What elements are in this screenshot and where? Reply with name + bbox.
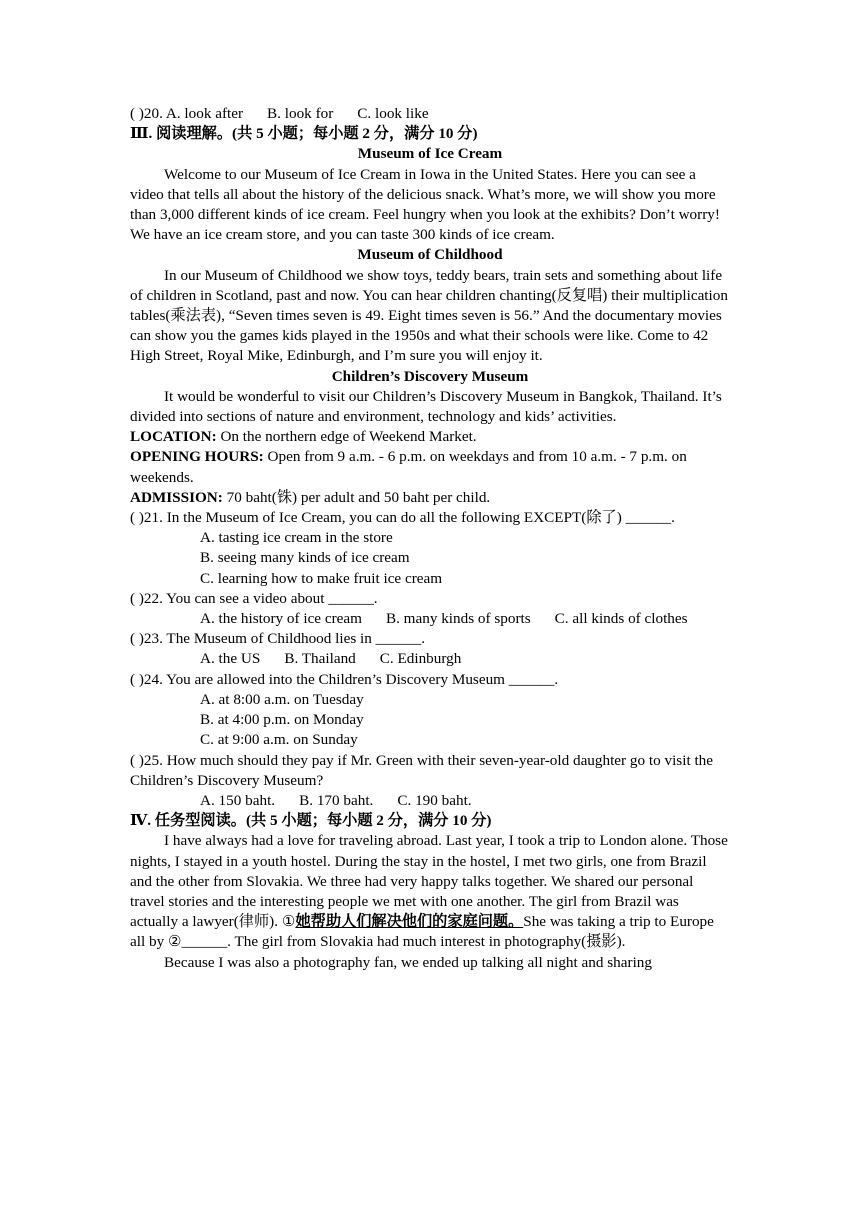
question-24-option-b: B. at 4:00 p.m. on Monday (200, 711, 364, 729)
discovery-hours: OPENING HOURS: Open from 9 a.m. - 6 p.m. on weekdays and from 10 a.m. - 7 p.m. on weekends. (130, 448, 687, 486)
discovery-title: Children’s Discovery Museum (331, 367, 529, 385)
blank-2: ______ (181, 933, 228, 951)
question-21-option-a: A. tasting ice cream in the store (200, 529, 393, 547)
question-22-options: A. the history of ice cream B. many kinds of sports C. all kinds of clothes (200, 610, 688, 628)
discovery-admission: ADMISSION: 70 baht(铢) per adult and 50 baht per child. (130, 488, 491, 506)
question-21-option-c: C. learning how to make fruit ice cream (200, 569, 443, 587)
option-b: B. look for (267, 105, 334, 122)
question-25-options: A. 150 baht. B. 170 baht. C. 190 baht. (200, 791, 472, 809)
question-22-stem: ( )22. You can see a video about ______. (130, 589, 378, 607)
childhood-title: Museum of Childhood (357, 246, 503, 264)
task-paragraph-1: I have always had a love for traveling abroad. Last year, I took a trip to London alone. Those nights, I stayed in a youth hostel. During the stay in the hostel, I met two girls, one from Brazil and the other from Slovakia. We three had very happy talks together. We shared our personal travel stories and the interesting people we met with one another. The girl from Brazil was actually a lawyer(律师). ①她帮助人们解决他们的家庭问题。She was taking a trip to Europe all by ②______. The girl from Slovakia had much interest in photography(摄影). (130, 832, 728, 951)
question-20: ( )20. A. look after B. look for C. look like (130, 105, 429, 122)
section-4-heading: Ⅳ. 任务型阅读。(共 5 小题；每小题 2 分，满分 10 分) (130, 812, 492, 830)
question-25-stem: ( )25. How much should they pay if Mr. Green with their seven-year-old daughter go to visit the Children’s Discovery Museum? (130, 751, 714, 789)
discovery-body: It would be wonderful to visit our Children’s Discovery Museum in Bangkok, Thailand. It’s divided into sections of nature and environment, technology and kids’ activities. (130, 387, 722, 426)
question-24-stem: ( )24. You are allowed into the Children’s Discovery Museum ______. (130, 670, 559, 688)
question-21-stem: ( )21. In the Museum of Ice Cream, you can do all the following EXCEPT(除了) ______. (130, 509, 675, 527)
marker-2: ② (167, 933, 182, 951)
ice-cream-title: Museum of Ice Cream (357, 145, 503, 163)
marker-1: ① (281, 913, 296, 931)
task-paragraph-2: Because I was also a photography fan, we ended up talking all night and sharing (164, 953, 652, 971)
question-21-option-b: B. seeing many kinds of ice cream (200, 549, 410, 567)
ice-cream-body: Welcome to our Museum of Ice Cream in Iowa in the United States. Here you can see a video that tells all about the history of the delicious snack. What’s more, we will show you more than 3,000 different kinds of ice cream. Feel hungry when you look at the exhibits? Don’t worry! We have an ice cream store, and you can taste 300 kinds of ice cream. (130, 165, 720, 244)
question-23-options: A. the US B. Thailand C. Edinburgh (200, 650, 462, 668)
childhood-body: In our Museum of Childhood we show toys, teddy bears, train sets and something about life of children in Scotland, past and now. You can hear children chanting(反复唱) their multiplication tables(乘法表), “Seven times seven is 49. Eight times seven is 56.” And the documentary movies can show you the games kids played in the 1950s and what their schools were like. Come to 42 High Street, Royal Mike, Edinburgh, and I’m sure you will enjoy it. (130, 266, 728, 365)
question-24-option-a: A. at 8:00 a.m. on Tuesday (200, 690, 364, 708)
question-23-stem: ( )23. The Museum of Childhood lies in ______. (130, 630, 426, 648)
underlined-translation: 她帮助人们解决他们的家庭问题。 (295, 913, 524, 931)
section-3-heading: Ⅲ. 阅读理解。(共 5 小题；每小题 2 分，满分 10 分) (130, 125, 478, 143)
discovery-location: LOCATION: On the northern edge of Weekend Market. (130, 428, 477, 446)
option-a: A. look after (165, 105, 244, 122)
question-24-option-c: C. at 9:00 a.m. on Sunday (200, 731, 358, 749)
option-c: C. look like (357, 105, 429, 122)
